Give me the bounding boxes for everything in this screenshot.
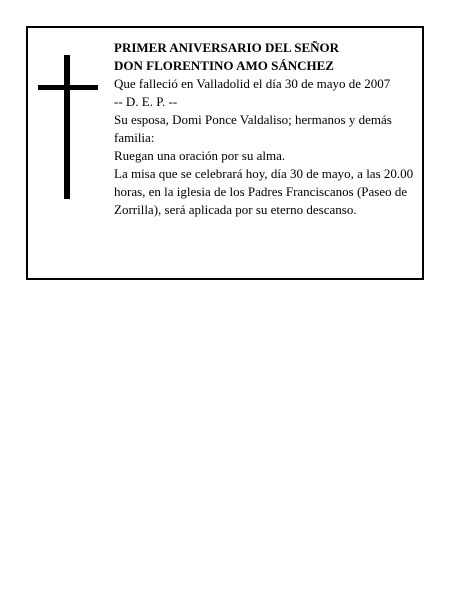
notice-text (114, 39, 414, 219)
prayer-line: Ruegan una oración por su alma. (114, 148, 286, 163)
death-line: Que falleció en Valladolid el día 30 de mayo de 2007 (114, 76, 391, 91)
notice-title-line1: PRIMER ANIVERSARIO DEL SEÑOR (114, 40, 340, 55)
cross-icon (38, 55, 98, 199)
obituary-notice (26, 26, 424, 280)
mass-line: La misa que se celebrará hoy, día 30 de mayo, a las 20.00 horas, en la iglesia de los Padres Franciscanos (Paseo de Zorrilla), será aplicada por su eterno descanso. (114, 166, 414, 217)
dep-line: -- D. E. P. -- (114, 94, 178, 109)
family-line: Su esposa, Domi Ponce Valdaliso; hermanos y demás familia: (114, 112, 392, 145)
notice-title-line2: DON FLORENTINO AMO SÁNCHEZ (114, 58, 334, 73)
